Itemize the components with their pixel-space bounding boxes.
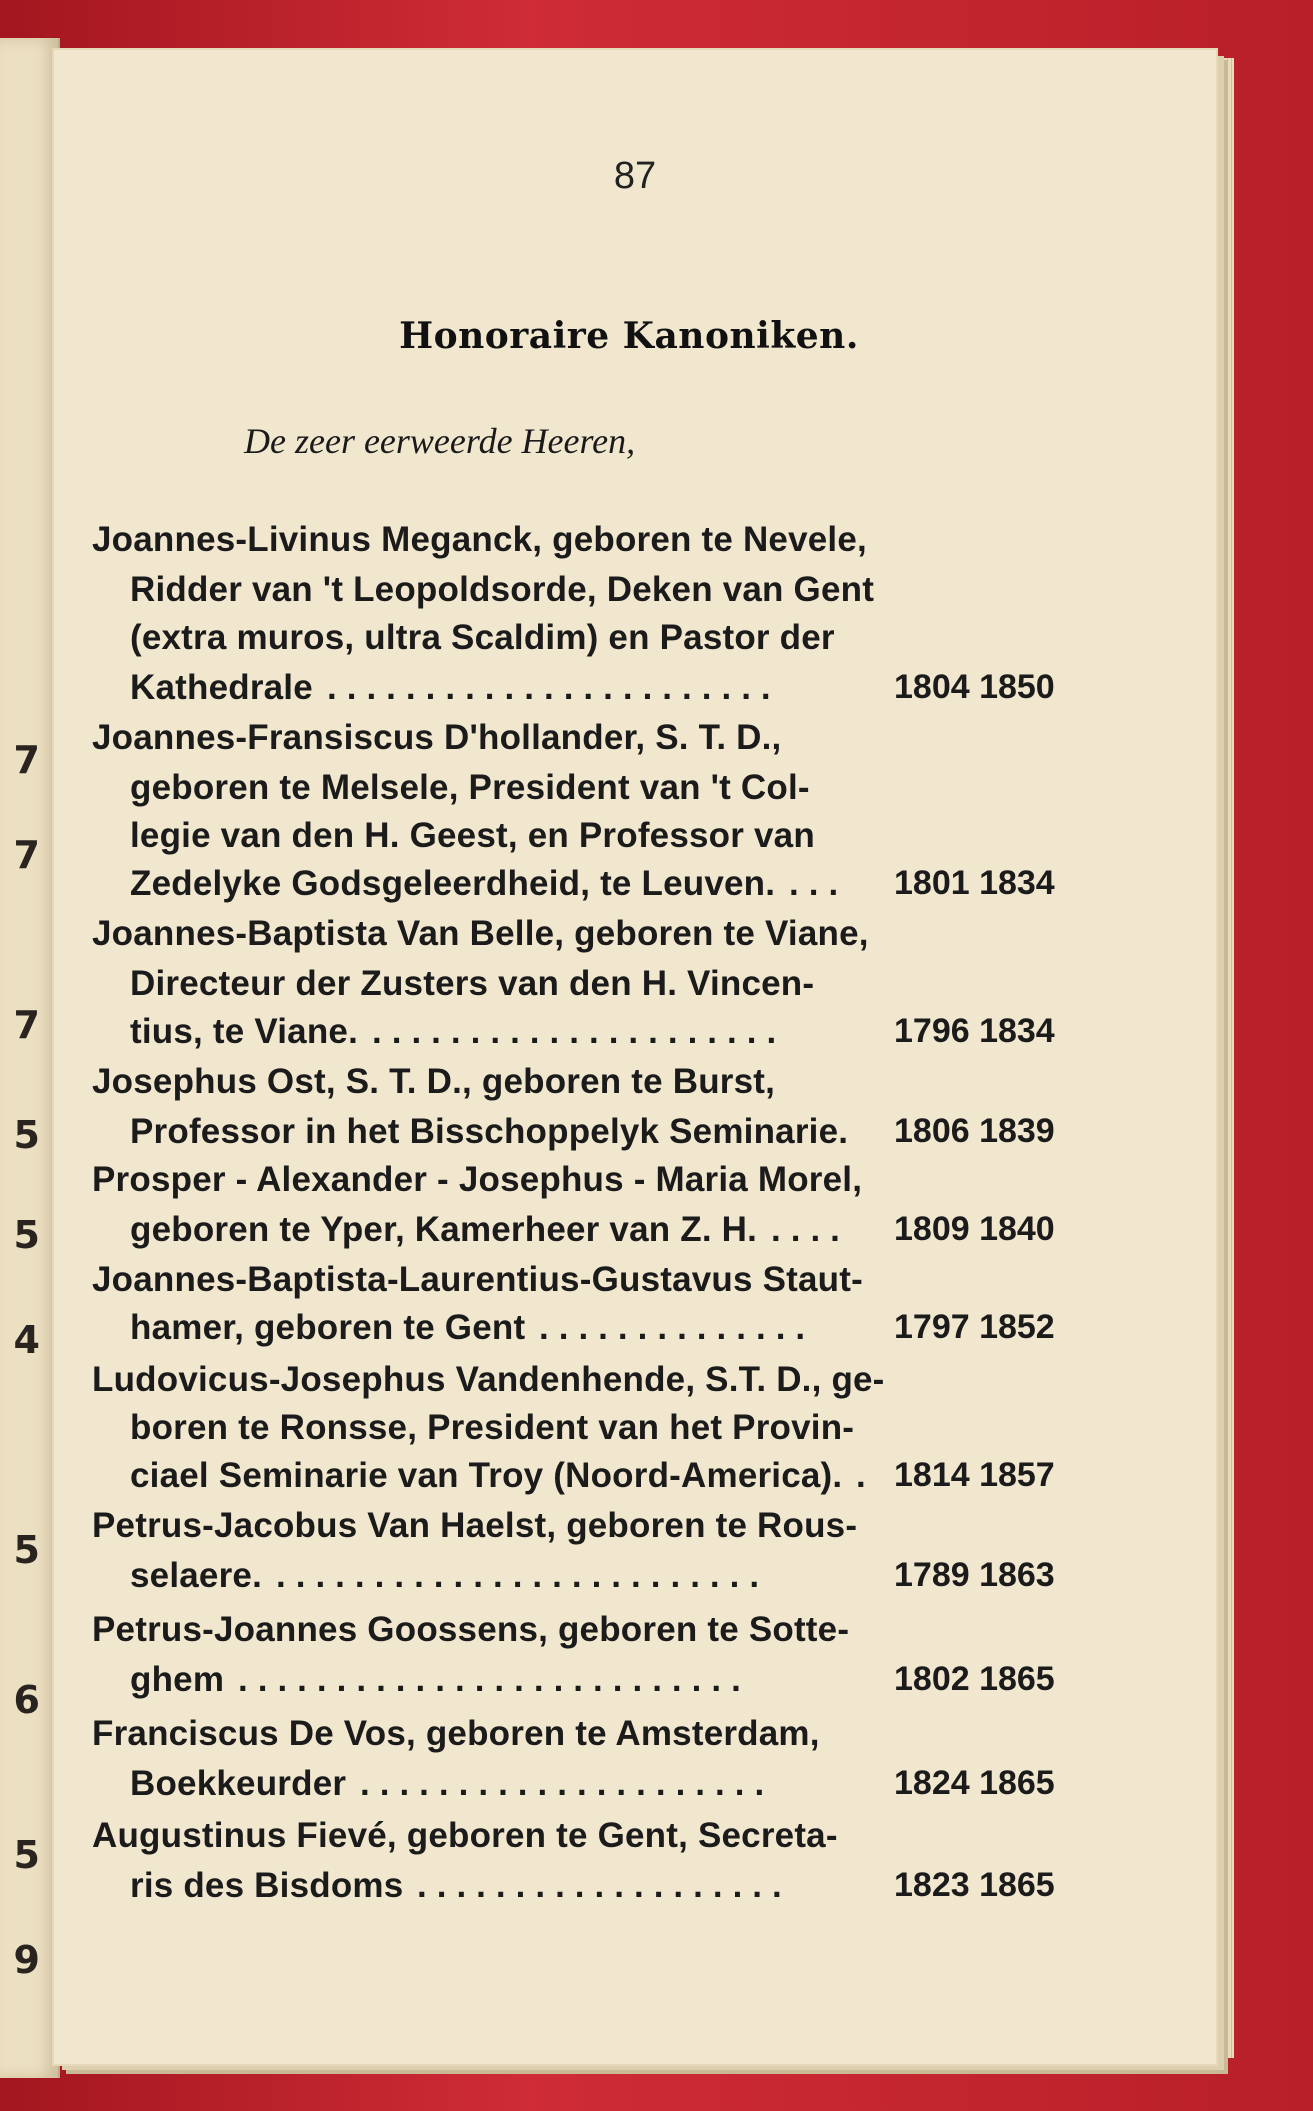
entry-years: 1797 1852	[894, 1308, 1055, 1346]
previous-page-edge	[0, 38, 60, 2078]
entry-name-line: Petrus-Jacobus Van Haelst, geboren te Rous-	[92, 1506, 858, 1545]
entry-name-line: Prosper - Alexander - Josephus - Maria Morel,	[92, 1160, 863, 1199]
entry-years: 1809 1840	[894, 1210, 1055, 1248]
prev-page-mark: 9	[13, 1938, 40, 1982]
entry-years: 1796 1834	[894, 1012, 1055, 1050]
leader-dots: .	[856, 1456, 876, 1495]
entry-years: 1789 1863	[894, 1556, 1055, 1594]
prev-page-mark: 5	[13, 1213, 40, 1257]
entry-text-line: (extra muros, ultra Scaldim) en Pastor der	[130, 618, 835, 657]
entry-name-line: Franciscus De Vos, geboren te Amsterdam,	[92, 1714, 820, 1753]
entry-text-line: tius, te Viane.	[130, 1012, 358, 1051]
section-heading: Honoraire Kanoniken.	[399, 315, 859, 357]
entry-text-line: legie van den H. Geest, en Professor van	[130, 816, 815, 855]
entry-years: 1804 1850	[894, 668, 1055, 706]
entry-name-line: Augustinus Fievé, geboren te Gent, Secreta-	[92, 1816, 838, 1855]
entry-name-line: Ludovicus-Josephus Vandenhende, S.T. D., ge-	[92, 1360, 885, 1399]
leader-dots: .........................	[276, 1556, 770, 1595]
entry-name-line: Joannes-Baptista-Laurentius-Gustavus Staut-	[92, 1260, 863, 1299]
entry-text-line: Kathedrale	[130, 668, 313, 707]
prev-page-mark: 7	[13, 1003, 40, 1047]
canon-list	[54, 50, 1216, 2064]
entry-text-line: ciael Seminarie van Troy (Noord-America).	[130, 1456, 843, 1495]
entry-text-line: geboren te Melsele, President van 't Col-	[130, 768, 810, 807]
page-stack-edge	[1216, 58, 1234, 2058]
prev-page-mark: 7	[13, 833, 40, 877]
entry-name-line: Josephus Ost, S. T. D., geboren te Burst,	[92, 1062, 776, 1101]
entry-name-line: Joannes-Baptista Van Belle, geboren te Viane,	[92, 914, 869, 953]
leader-dots: ...	[789, 864, 849, 903]
entry-text-line: Ridder van 't Leopoldsorde, Deken van Gent	[130, 570, 875, 609]
leader-dots: ....	[771, 1210, 850, 1249]
book-page	[54, 50, 1216, 2064]
entry-text-line: selaere.	[130, 1556, 262, 1595]
entry-name-line: Joannes-Livinus Meganck, geboren te Nevele,	[92, 520, 867, 559]
prev-page-mark: 5	[13, 1833, 40, 1877]
entry-text-line: Directeur der Zusters van den H. Vincen-	[130, 964, 815, 1003]
entry-years: 1824 1865	[894, 1764, 1055, 1802]
entry-name-line: Petrus-Joannes Goossens, geboren te Sotte-	[92, 1610, 850, 1649]
prev-page-mark: 5	[13, 1528, 40, 1572]
leader-dots: ...................	[417, 1866, 792, 1905]
entry-years: 1802 1865	[894, 1660, 1055, 1698]
entry-text-line: hamer, geboren te Gent	[130, 1308, 526, 1347]
entry-text-line: boren te Ronsse, President van het Provin-	[130, 1408, 855, 1447]
leader-dots: .....................	[360, 1764, 775, 1803]
prev-page-mark: 5	[13, 1113, 40, 1157]
entry-text-line: ghem	[130, 1660, 225, 1699]
entry-years: 1823 1865	[894, 1866, 1055, 1904]
entry-text-line: Professor in het Bisschoppelyk Seminarie.	[130, 1112, 849, 1151]
entry-text-line: Zedelyke Godsgeleerdheid, te Leuven.	[130, 864, 776, 903]
page-number: 87	[613, 155, 657, 197]
leader-dots: .......................	[327, 668, 781, 707]
entry-text-line: geboren te Yper, Kamerheer van Z. H.	[130, 1210, 758, 1249]
entry-text-line: Boekkeurder	[130, 1764, 347, 1803]
prev-page-mark: 4	[13, 1318, 40, 1362]
entry-years: 1801 1834	[894, 864, 1055, 902]
leader-dots: .....................	[372, 1012, 787, 1051]
entry-name-line: Joannes-Fransiscus D'hollander, S. T. D.,	[92, 718, 782, 757]
leader-dots: ..........................	[238, 1660, 751, 1699]
prev-page-mark: 6	[13, 1678, 40, 1722]
leader-dots: ..............	[539, 1308, 816, 1347]
salutation: De zeer eerweerde Heeren,	[244, 421, 636, 461]
prev-page-mark: 7	[13, 738, 40, 782]
entry-years: 1806 1839	[894, 1112, 1055, 1150]
entry-text-line: ris des Bisdoms	[130, 1866, 404, 1905]
entry-years: 1814 1857	[894, 1456, 1055, 1494]
